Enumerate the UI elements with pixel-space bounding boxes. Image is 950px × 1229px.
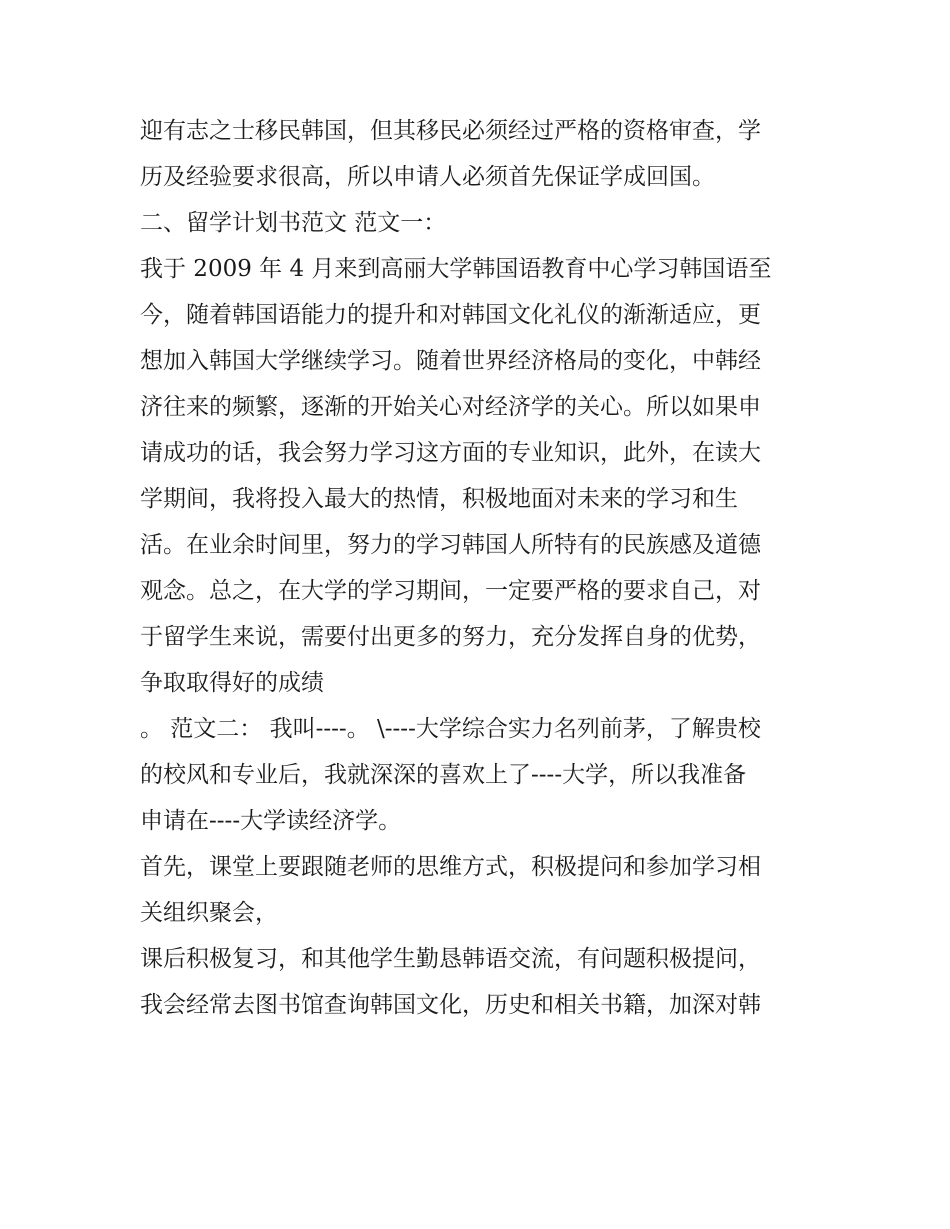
text-line: 我于 2009 年 4 月来到高丽大学韩国语教育中心学习韩国语至 xyxy=(140,256,772,282)
text-line: 观念。总之，在大学的学习期间，一定要严格的要求自己，对 xyxy=(140,578,761,604)
text-line: 想加入韩国大学继续学习。随着世界经济格局的变化，中韩经 xyxy=(140,348,761,374)
text-line: 关组织聚会， xyxy=(140,900,278,926)
text-line: 申请在----大学读经济学。 xyxy=(140,808,402,834)
text-line: 学期间，我将投入最大的热情，积极地面对未来的学习和生 xyxy=(140,486,738,512)
section-heading: 二、留学计划书范文 范文一： xyxy=(140,210,447,236)
text-line: 请成功的话，我会努力学习这方面的专业知识，此外，在读大 xyxy=(140,440,761,466)
document-body xyxy=(140,108,820,1028)
text-line: 活。在业余时间里，努力的学习韩国人所特有的民族感及道德 xyxy=(140,532,761,558)
text-line: 于留学生来说，需要付出更多的努力，充分发挥自身的优势， xyxy=(140,624,761,650)
text-line: 。 范文二： 我叫----。 \----大学综合实力名列前茅，了解贵校 xyxy=(140,716,761,742)
text-line: 今，随着韩国语能力的提升和对韩国文化礼仪的渐渐适应，更 xyxy=(140,302,761,328)
text-line: 迎有志之士移民韩国，但其移民必须经过严格的资格审查，学 xyxy=(140,118,761,144)
text-line: 课后积极复习，和其他学生勤恳韩语交流，有问题积极提问， xyxy=(140,946,761,972)
text-line: 济往来的频繁，逐渐的开始关心对经济学的关心。所以如果申 xyxy=(140,394,761,420)
text-line: 历及经验要求很高，所以申请人必须首先保证学成回国。 xyxy=(140,164,715,190)
text-line: 的校风和专业后，我就深深的喜欢上了----大学，所以我准备 xyxy=(140,762,747,788)
text-line: 我会经常去图书馆查询韩国文化，历史和相关书籍，加深对韩 xyxy=(140,992,761,1018)
text-line: 争取取得好的成绩 xyxy=(140,670,324,696)
text-line: 首先，课堂上要跟随老师的思维方式，积极提问和参加学习相 xyxy=(140,854,761,880)
